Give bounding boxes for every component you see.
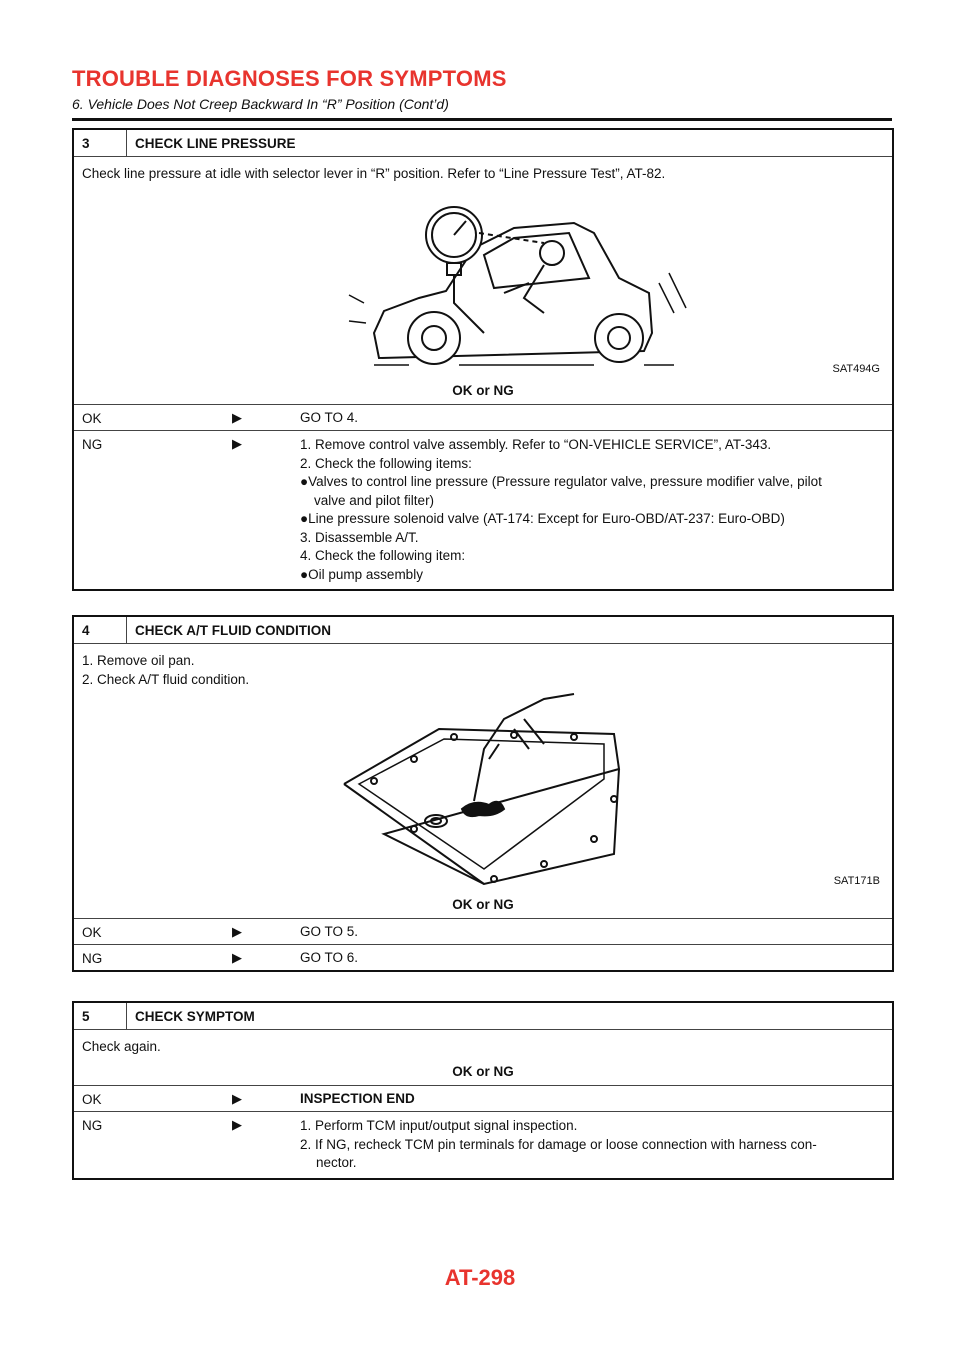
ng-action-item: valve and pilot filter) [314,492,435,508]
ok-label: OK [82,411,102,426]
ng-label: NG [82,1118,103,1133]
step-5-box [72,1001,894,1180]
header-rule [72,118,892,121]
figure-code: SAT494G [832,363,880,375]
ng-label: NG [82,951,103,966]
ok-or-ng-label: OK or NG [452,897,514,912]
step-4-header [74,617,892,643]
step-title: CHECK LINE PRESSURE [135,135,296,151]
oil-pan-figure [74,689,892,889]
ng-action-item: 1. Perform TCM input/output signal inspection. [300,1118,578,1133]
instruction-text: 2. Check A/T fluid condition. [82,672,250,687]
ok-action: INSPECTION END [300,1091,415,1106]
step-3-body [74,156,892,404]
instruction-text: Check again. [82,1039,161,1054]
step-number: 5 [74,1003,127,1029]
ng-action-item: nector. [316,1155,357,1170]
step-5-body [74,1029,892,1085]
ng-action-list [300,1112,892,1178]
ng-action-item: ●Oil pump assembly [300,566,423,582]
ok-action: GO TO 4. [300,410,359,425]
ng-result-row [74,430,892,589]
ng-action-item: ●Line pressure solenoid valve (AT-174: Except for Euro-OBD/AT-237: Euro-OBD) [300,511,785,526]
page-subtitle: 6. Vehicle Does Not Creep Backward In “R” Position (Cont’d) [72,96,449,112]
step-number: 4 [74,617,127,643]
ok-label: OK [82,925,102,940]
ok-or-ng-label: OK or NG [452,1064,514,1079]
ok-action: GO TO 5. [300,924,359,939]
ng-action-item: 3. Disassemble A/T. [300,529,419,545]
step-3-box [72,128,894,591]
instruction-text: 1. Remove oil pan. [82,653,195,668]
arrow-icon: ▶ [232,950,242,965]
oil-pan-illustration [74,689,892,889]
figure-code: SAT171B [833,875,880,887]
instruction-text: Check line pressure at idle with selector lever in “R” position. Refer to “Line Pressure Test”, AT-82. [82,166,666,181]
page-title: TROUBLE DIAGNOSES FOR SYMPTOMS [72,66,507,91]
arrow-icon: ▶ [232,924,242,939]
line-pressure-figure [74,183,892,379]
ng-label: NG [82,437,103,452]
ok-result-row [74,918,892,944]
step-4-body [74,643,892,918]
ok-result-row [74,404,892,430]
car-gauge-illustration [74,183,892,379]
ng-result-row [74,944,892,970]
ng-action-item: 4. Check the following item: [300,548,466,563]
ok-result-row [74,1085,892,1111]
ng-action-item: ●Valves to control line pressure (Pressure regulator valve, pressure modifier valve, pilot [300,474,822,489]
arrow-icon: ▶ [232,410,242,425]
ng-action-list [300,431,892,589]
ng-action-item: 2. If NG, recheck TCM pin terminals for damage or loose connection with harness con- [300,1136,817,1152]
step-3-header [74,130,892,156]
arrow-icon: ▶ [232,436,242,451]
ok-or-ng-label: OK or NG [452,383,514,398]
step-number: 3 [74,130,127,156]
ng-action-item: 1. Remove control valve assembly. Refer to “ON-VEHICLE SERVICE”, AT-343. [300,437,772,452]
page-number: AT-298 [444,1265,516,1290]
ng-result-row [74,1111,892,1178]
step-title: CHECK SYMPTOM [135,1008,255,1024]
ng-action: GO TO 6. [300,950,359,965]
arrow-icon: ▶ [232,1091,242,1106]
step-5-header [74,1003,892,1029]
page-header [72,66,892,112]
step-title: CHECK A/T FLUID CONDITION [135,622,331,638]
step-4-box [72,615,894,972]
ok-label: OK [82,1092,102,1107]
ng-action-item: 2. Check the following items: [300,455,472,471]
arrow-icon: ▶ [232,1117,242,1132]
